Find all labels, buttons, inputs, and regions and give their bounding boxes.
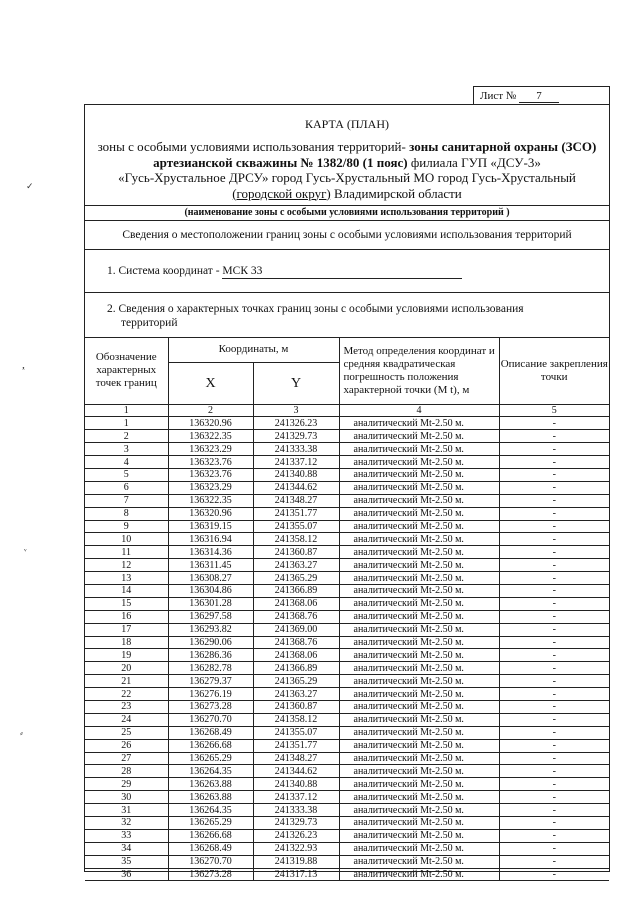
point-number: 7 bbox=[85, 494, 168, 507]
point-number: 23 bbox=[85, 700, 168, 713]
table-row bbox=[85, 559, 609, 572]
method: аналитический Mt-2.50 м. bbox=[339, 430, 499, 443]
coord-x: 136320.96 bbox=[168, 417, 253, 430]
zone-line1-a: зоны с особыми условиями использования территорий- bbox=[97, 139, 410, 154]
point-description: - bbox=[499, 739, 609, 752]
point-number: 17 bbox=[85, 623, 168, 636]
point-description: - bbox=[499, 791, 609, 804]
coord-x: 136268.49 bbox=[168, 726, 253, 739]
table-row bbox=[85, 610, 609, 623]
coord-x: 136304.86 bbox=[168, 584, 253, 597]
point-description: - bbox=[499, 494, 609, 507]
point-description: - bbox=[499, 829, 609, 842]
coord-y: 241329.73 bbox=[253, 430, 339, 443]
method: аналитический Mt-2.50 м. bbox=[339, 597, 499, 610]
coord-x: 136323.76 bbox=[168, 468, 253, 481]
method: аналитический Mt-2.50 м. bbox=[339, 649, 499, 662]
coord-x: 136311.45 bbox=[168, 559, 253, 572]
coord-x: 136323.29 bbox=[168, 481, 253, 494]
method: аналитический Mt-2.50 м. bbox=[339, 662, 499, 675]
table-row bbox=[85, 726, 609, 739]
point-number: 10 bbox=[85, 533, 168, 546]
col-header-desc: Описание закрепления точки bbox=[499, 338, 609, 404]
coord-y: 241368.06 bbox=[253, 597, 339, 610]
point-number: 5 bbox=[85, 468, 168, 481]
table-row bbox=[85, 649, 609, 662]
table-row bbox=[85, 675, 609, 688]
coord-y: 241363.27 bbox=[253, 559, 339, 572]
point-description: - bbox=[499, 855, 609, 868]
point-description: - bbox=[499, 842, 609, 855]
coord-x: 136268.49 bbox=[168, 842, 253, 855]
method: аналитический Mt-2.50 м. bbox=[339, 739, 499, 752]
point-number: 6 bbox=[85, 481, 168, 494]
document-header bbox=[85, 117, 609, 201]
coord-x: 136266.68 bbox=[168, 829, 253, 842]
col-header-x: X bbox=[168, 362, 253, 404]
point-description: - bbox=[499, 546, 609, 559]
zone-line2: артезианской скважины № 1382/80 (1 пояс) bbox=[153, 154, 408, 170]
point-number: 33 bbox=[85, 829, 168, 842]
point-number: 35 bbox=[85, 855, 168, 868]
coordinate-system bbox=[85, 250, 609, 292]
coord-y: 241322.93 bbox=[253, 842, 339, 855]
point-description: - bbox=[499, 868, 609, 881]
coord-x: 136320.96 bbox=[168, 507, 253, 520]
points-title-line2: территорий bbox=[121, 317, 178, 329]
method: аналитический Mt-2.50 м. bbox=[339, 443, 499, 456]
coord-x: 136314.36 bbox=[168, 546, 253, 559]
method: аналитический Mt-2.50 м. bbox=[339, 726, 499, 739]
point-description: - bbox=[499, 520, 609, 533]
points-title-line1: 2. Сведения о характерных точках границ зоны с особыми условиями использования bbox=[107, 303, 524, 315]
method: аналитический Mt-2.50 м. bbox=[339, 507, 499, 520]
table-row bbox=[85, 456, 609, 469]
method: аналитический Mt-2.50 м. bbox=[339, 417, 499, 430]
sheet-number-box bbox=[473, 86, 610, 104]
coord-x: 136293.82 bbox=[168, 623, 253, 636]
col-header-point: Обозначение характерных точек границ bbox=[85, 338, 168, 404]
column-index: 5 bbox=[499, 404, 609, 417]
coord-y: 241366.89 bbox=[253, 662, 339, 675]
point-number: 13 bbox=[85, 572, 168, 585]
coord-y: 241317.13 bbox=[253, 868, 339, 881]
coord-x: 136319.15 bbox=[168, 520, 253, 533]
point-description: - bbox=[499, 559, 609, 572]
coord-y: 241329.73 bbox=[253, 817, 339, 830]
coord-y: 241319.88 bbox=[253, 855, 339, 868]
coord-y: 241360.87 bbox=[253, 546, 339, 559]
coord-y: 241326.23 bbox=[253, 417, 339, 430]
points-section-title bbox=[85, 293, 609, 337]
table-row bbox=[85, 623, 609, 636]
column-index: 3 bbox=[253, 404, 339, 417]
point-description: - bbox=[499, 610, 609, 623]
point-number: 26 bbox=[85, 739, 168, 752]
method: аналитический Mt-2.50 м. bbox=[339, 546, 499, 559]
coord-x: 136322.35 bbox=[168, 494, 253, 507]
point-number: 4 bbox=[85, 456, 168, 469]
point-number: 34 bbox=[85, 842, 168, 855]
method: аналитический Mt-2.50 м. bbox=[339, 559, 499, 572]
table-row bbox=[85, 468, 609, 481]
point-number: 25 bbox=[85, 726, 168, 739]
point-description: - bbox=[499, 507, 609, 520]
coord-y: 241368.06 bbox=[253, 649, 339, 662]
method: аналитический Mt-2.50 м. bbox=[339, 791, 499, 804]
table-row bbox=[85, 507, 609, 520]
coord-y: 241365.29 bbox=[253, 572, 339, 585]
coord-x: 136265.29 bbox=[168, 817, 253, 830]
method: аналитический Mt-2.50 м. bbox=[339, 804, 499, 817]
point-description: - bbox=[499, 572, 609, 585]
method: аналитический Mt-2.50 м. bbox=[339, 494, 499, 507]
table-row bbox=[85, 546, 609, 559]
coord-y: 241358.12 bbox=[253, 533, 339, 546]
sheet-number: 7 bbox=[519, 90, 559, 103]
point-number: 30 bbox=[85, 791, 168, 804]
point-number: 16 bbox=[85, 610, 168, 623]
point-number: 14 bbox=[85, 584, 168, 597]
method: аналитический Mt-2.50 м. bbox=[339, 829, 499, 842]
table-row bbox=[85, 804, 609, 817]
coord-y: 241348.27 bbox=[253, 494, 339, 507]
col-header-method: Метод определения координат и средняя квадратическая погрешность положения характерной точки (M t), м bbox=[339, 338, 499, 404]
coord-x: 136308.27 bbox=[168, 572, 253, 585]
method: аналитический Mt-2.50 м. bbox=[339, 842, 499, 855]
table-row bbox=[85, 494, 609, 507]
zone-line2-c: филиала ГУП «ДСУ-3» bbox=[407, 154, 541, 170]
section-title: Сведения о местоположении границ зоны с особыми условиями использования территорий bbox=[122, 229, 572, 241]
point-number: 28 bbox=[85, 765, 168, 778]
coord-x: 136286.36 bbox=[168, 649, 253, 662]
coord-y: 241340.88 bbox=[253, 468, 339, 481]
coord-y: 241368.76 bbox=[253, 636, 339, 649]
method: аналитический Mt-2.50 м. bbox=[339, 533, 499, 546]
coord-x: 136282.78 bbox=[168, 662, 253, 675]
point-number: 32 bbox=[85, 817, 168, 830]
coord-y: 241369.00 bbox=[253, 623, 339, 636]
point-description: - bbox=[499, 713, 609, 726]
coord-y: 241340.88 bbox=[253, 778, 339, 791]
coord-y: 241358.12 bbox=[253, 713, 339, 726]
table-row bbox=[85, 752, 609, 765]
scan-speck: ✓ bbox=[26, 181, 34, 191]
sheet-label: Лист № bbox=[480, 90, 517, 102]
table-row bbox=[85, 855, 609, 868]
coord-x: 136279.37 bbox=[168, 675, 253, 688]
point-number: 27 bbox=[85, 752, 168, 765]
point-description: - bbox=[499, 752, 609, 765]
point-description: - bbox=[499, 481, 609, 494]
point-description: - bbox=[499, 443, 609, 456]
scan-speck: ⸗ bbox=[20, 728, 23, 738]
table-row bbox=[85, 778, 609, 791]
point-description: - bbox=[499, 765, 609, 778]
coord-y: 241351.77 bbox=[253, 507, 339, 520]
table-row bbox=[85, 481, 609, 494]
method: аналитический Mt-2.50 м. bbox=[339, 700, 499, 713]
method: аналитический Mt-2.50 м. bbox=[339, 572, 499, 585]
col-header-y: Y bbox=[253, 362, 339, 404]
point-description: - bbox=[499, 726, 609, 739]
point-description: - bbox=[499, 662, 609, 675]
coord-y: 241333.38 bbox=[253, 443, 339, 456]
point-description: - bbox=[499, 597, 609, 610]
point-description: - bbox=[499, 456, 609, 469]
coord-x: 136273.28 bbox=[168, 700, 253, 713]
coordinate-system-label: 1. Система координат - bbox=[107, 265, 223, 277]
zone-caption: (наименование зоны с особыми условиями использования территорий ) bbox=[184, 207, 510, 218]
table-row bbox=[85, 533, 609, 546]
point-description: - bbox=[499, 430, 609, 443]
table-row bbox=[85, 597, 609, 610]
coord-y: 241337.12 bbox=[253, 791, 339, 804]
coord-x: 136265.29 bbox=[168, 752, 253, 765]
point-number: 2 bbox=[85, 430, 168, 443]
table-row bbox=[85, 688, 609, 701]
table-row bbox=[85, 713, 609, 726]
method: аналитический Mt-2.50 м. bbox=[339, 623, 499, 636]
point-description: - bbox=[499, 533, 609, 546]
table-row bbox=[85, 443, 609, 456]
method: аналитический Mt-2.50 м. bbox=[339, 688, 499, 701]
point-description: - bbox=[499, 468, 609, 481]
table-row bbox=[85, 662, 609, 675]
coord-x: 136270.70 bbox=[168, 713, 253, 726]
table-row bbox=[85, 868, 609, 881]
coord-x: 136264.35 bbox=[168, 765, 253, 778]
table-row bbox=[85, 636, 609, 649]
point-number: 36 bbox=[85, 868, 168, 881]
method: аналитический Mt-2.50 м. bbox=[339, 584, 499, 597]
method: аналитический Mt-2.50 м. bbox=[339, 855, 499, 868]
coord-y: 241365.29 bbox=[253, 675, 339, 688]
point-description: - bbox=[499, 700, 609, 713]
point-number: 9 bbox=[85, 520, 168, 533]
coord-y: 241351.77 bbox=[253, 739, 339, 752]
point-number: 3 bbox=[85, 443, 168, 456]
coord-y: 241368.76 bbox=[253, 610, 339, 623]
point-description: - bbox=[499, 417, 609, 430]
table-row bbox=[85, 584, 609, 597]
coord-y: 241366.89 bbox=[253, 584, 339, 597]
point-number: 22 bbox=[85, 688, 168, 701]
coord-x: 136276.19 bbox=[168, 688, 253, 701]
method: аналитический Mt-2.50 м. bbox=[339, 468, 499, 481]
point-number: 20 bbox=[85, 662, 168, 675]
zone-line1-b: зоны санитарной охраны (ЗСО) bbox=[409, 139, 597, 154]
coord-y: 241337.12 bbox=[253, 456, 339, 469]
scan-speck: ᵛ bbox=[24, 546, 27, 556]
coord-y: 241344.62 bbox=[253, 481, 339, 494]
coord-x: 136263.88 bbox=[168, 791, 253, 804]
table-row bbox=[85, 700, 609, 713]
table-row bbox=[85, 765, 609, 778]
table-row bbox=[85, 817, 609, 830]
point-number: 19 bbox=[85, 649, 168, 662]
point-description: - bbox=[499, 623, 609, 636]
table-row bbox=[85, 430, 609, 443]
coord-x: 136301.28 bbox=[168, 597, 253, 610]
point-number: 1 bbox=[85, 417, 168, 430]
column-index: 4 bbox=[339, 404, 499, 417]
point-number: 15 bbox=[85, 597, 168, 610]
coord-x: 136297.58 bbox=[168, 610, 253, 623]
coord-y: 241360.87 bbox=[253, 700, 339, 713]
coord-x: 136263.88 bbox=[168, 778, 253, 791]
table-row bbox=[85, 829, 609, 842]
column-index: 2 bbox=[168, 404, 253, 417]
col-header-coords: Координаты, м bbox=[168, 338, 339, 362]
method: аналитический Mt-2.50 м. bbox=[339, 778, 499, 791]
method: аналитический Mt-2.50 м. bbox=[339, 752, 499, 765]
coord-y: 241344.62 bbox=[253, 765, 339, 778]
table-row bbox=[85, 572, 609, 585]
method: аналитический Mt-2.50 м. bbox=[339, 765, 499, 778]
document-title: КАРТА (ПЛАН) bbox=[304, 117, 390, 131]
coord-x: 136323.76 bbox=[168, 456, 253, 469]
point-description: - bbox=[499, 675, 609, 688]
method: аналитический Mt-2.50 м. bbox=[339, 675, 499, 688]
coord-y: 241363.27 bbox=[253, 688, 339, 701]
coord-x: 136273.28 bbox=[168, 868, 253, 881]
point-number: 8 bbox=[85, 507, 168, 520]
zone-line4-b: Владимирской области bbox=[330, 185, 462, 201]
column-index-row bbox=[85, 404, 609, 417]
point-number: 12 bbox=[85, 559, 168, 572]
method: аналитический Mt-2.50 м. bbox=[339, 868, 499, 881]
method: аналитический Mt-2.50 м. bbox=[339, 636, 499, 649]
coord-y: 241355.07 bbox=[253, 726, 339, 739]
zone-line4-a: (городской округ) bbox=[232, 185, 331, 201]
zone-description bbox=[85, 139, 609, 201]
coord-x: 136290.06 bbox=[168, 636, 253, 649]
point-description: - bbox=[499, 636, 609, 649]
point-description: - bbox=[499, 649, 609, 662]
point-number: 18 bbox=[85, 636, 168, 649]
coord-x: 136316.94 bbox=[168, 533, 253, 546]
scan-speck: ᵜ bbox=[22, 364, 25, 374]
point-number: 31 bbox=[85, 804, 168, 817]
point-description: - bbox=[499, 817, 609, 830]
table-row bbox=[85, 739, 609, 752]
zone-line3: «Гусь-Хрустальное ДРСУ» город Гусь-Хрустальный МО город Гусь-Хрустальный bbox=[118, 170, 576, 185]
table-row bbox=[85, 520, 609, 533]
point-description: - bbox=[499, 778, 609, 791]
table-row bbox=[85, 791, 609, 804]
table-row bbox=[85, 842, 609, 855]
coord-x: 136266.68 bbox=[168, 739, 253, 752]
point-number: 21 bbox=[85, 675, 168, 688]
coord-x: 136270.70 bbox=[168, 855, 253, 868]
method: аналитический Mt-2.50 м. bbox=[339, 456, 499, 469]
coord-y: 241348.27 bbox=[253, 752, 339, 765]
table-row bbox=[85, 417, 609, 430]
coordinate-system-value: МСК 33 bbox=[222, 265, 462, 279]
coord-x: 136322.35 bbox=[168, 430, 253, 443]
point-number: 11 bbox=[85, 546, 168, 559]
points-table bbox=[85, 338, 609, 881]
coord-x: 136323.29 bbox=[168, 443, 253, 456]
point-number: 24 bbox=[85, 713, 168, 726]
coord-y: 241326.23 bbox=[253, 829, 339, 842]
point-number: 29 bbox=[85, 778, 168, 791]
coord-x: 136264.35 bbox=[168, 804, 253, 817]
method: аналитический Mt-2.50 м. bbox=[339, 520, 499, 533]
method: аналитический Mt-2.50 м. bbox=[339, 817, 499, 830]
method: аналитический Mt-2.50 м. bbox=[339, 481, 499, 494]
method: аналитический Mt-2.50 м. bbox=[339, 610, 499, 623]
document-frame bbox=[84, 104, 610, 880]
method: аналитический Mt-2.50 м. bbox=[339, 713, 499, 726]
point-description: - bbox=[499, 804, 609, 817]
point-description: - bbox=[499, 688, 609, 701]
coord-y: 241355.07 bbox=[253, 520, 339, 533]
column-index: 1 bbox=[85, 404, 168, 417]
point-description: - bbox=[499, 584, 609, 597]
coord-y: 241333.38 bbox=[253, 804, 339, 817]
